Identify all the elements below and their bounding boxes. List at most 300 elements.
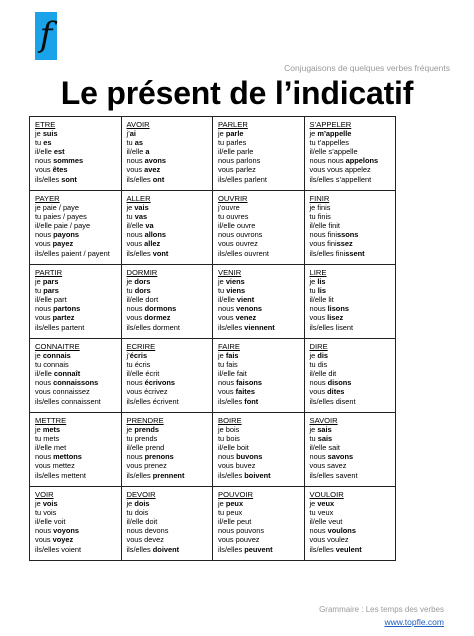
conjugation-line — [35, 508, 121, 517]
conjugation-text: il/elle prend — [126, 443, 165, 453]
conjugation-line — [310, 360, 396, 369]
verb-infinitive: ALLER — [126, 194, 151, 203]
conjugation-line — [127, 425, 213, 434]
conjugation-ending: font — [244, 396, 259, 406]
conjugation-line — [127, 452, 213, 461]
verb-infinitive: PARLER — [218, 120, 248, 129]
conjugation-text: nous devons — [126, 526, 169, 536]
conjugation-ending: mets — [42, 425, 61, 435]
conjugation-line — [218, 397, 304, 406]
conjugation-text: vous — [218, 313, 236, 323]
conjugation-line — [127, 249, 213, 258]
conjugation-line — [310, 277, 396, 286]
conjugation-text: il/elle dort — [126, 295, 159, 305]
conjugation-ending: mettons — [53, 452, 82, 462]
conjugation-text: vous — [218, 387, 236, 397]
conjugation-line — [127, 461, 213, 470]
conjugation-table — [29, 116, 396, 561]
conjugation-text: nous fini — [309, 230, 338, 240]
conjugation-text: je — [126, 425, 135, 435]
conjugation-ending: allez — [144, 239, 161, 249]
conjugation-line — [310, 295, 396, 304]
conjugation-line — [35, 452, 121, 461]
verb-cell — [305, 339, 397, 413]
verb-cell — [305, 487, 397, 561]
conjugation-text: il/elle lit — [309, 295, 334, 305]
conjugation-ending: vais — [134, 203, 149, 213]
conjugation-text: nous ouvrons — [218, 230, 263, 240]
conjugation-line — [310, 323, 396, 332]
conjugation-line — [127, 351, 213, 360]
conjugation-line — [35, 277, 121, 286]
verb-cell — [305, 265, 397, 339]
conjugation-text: il/elle fait — [218, 369, 247, 379]
verb-infinitive: PRENDRE — [126, 416, 164, 425]
conjugation-text: tu prends — [126, 434, 158, 444]
conjugation-ending: pars — [43, 286, 59, 296]
conjugation-text: je — [126, 499, 135, 509]
conjugation-text: tu ouvres — [218, 212, 249, 222]
verb-cell — [305, 191, 397, 265]
conjugation-ending: venons — [236, 304, 262, 314]
conjugation-text: vous ouvrez — [218, 239, 258, 249]
conjugation-text: nous — [126, 304, 145, 314]
conjugation-line — [218, 517, 304, 526]
conjugation-line — [127, 277, 213, 286]
verb-infinitive: METTRE — [35, 416, 67, 425]
conjugation-line — [127, 165, 213, 174]
conjugation-text: vous vous appelez — [309, 165, 371, 175]
conjugation-text: ils/elles dorment — [126, 322, 180, 332]
conjugation-line — [310, 304, 396, 313]
conjugation-line — [127, 499, 213, 508]
conjugation-line — [218, 387, 304, 396]
conjugation-text: tu — [126, 212, 135, 222]
conjugation-line — [35, 378, 121, 387]
verb-infinitive: FAIRE — [218, 342, 240, 351]
conjugation-ending: avez — [144, 165, 161, 175]
conjugation-text: il/elle écrit — [126, 369, 160, 379]
conjugation-text: tu peux — [218, 508, 243, 518]
conjugation-text: tu écris — [126, 360, 151, 370]
conjugation-ending: dormons — [144, 304, 177, 314]
conjugation-line — [35, 286, 121, 295]
conjugation-text: j’ — [126, 351, 130, 361]
conjugation-text: j’ — [126, 129, 130, 139]
conjugation-line — [35, 249, 121, 258]
page-title: Le présent de l’indicatif — [60, 75, 414, 111]
conjugation-line — [35, 369, 121, 378]
conjugation-line — [310, 369, 396, 378]
conjugation-line — [310, 212, 396, 221]
conjugation-text: tu parles — [218, 138, 247, 148]
conjugation-text: ils/elles — [218, 544, 245, 554]
conjugation-text: vous — [126, 165, 145, 175]
conjugation-line — [310, 499, 396, 508]
conjugation-text: tu — [309, 434, 318, 444]
conjugation-text: tu veux — [309, 508, 334, 518]
conjugation-text: il/elle doit — [126, 517, 158, 527]
conjugation-line — [310, 239, 396, 248]
verb-infinitive: ETRE — [35, 120, 56, 129]
conjugation-line — [127, 203, 213, 212]
conjugation-line — [35, 156, 121, 165]
conjugation-text: je — [126, 277, 135, 287]
conjugation-ending: m’appelle — [317, 129, 352, 139]
conjugation-text: nous pouvons — [218, 526, 265, 536]
page-subtitle: Conjugaisons de quelques verbes fréquents — [284, 63, 450, 73]
conjugation-line — [35, 147, 121, 156]
conjugation-line — [218, 147, 304, 156]
conjugation-line — [218, 304, 304, 313]
conjugation-ending: peuvent — [244, 544, 273, 554]
conjugation-text: vous — [35, 239, 53, 249]
conjugation-ending: venez — [235, 313, 257, 323]
conjugation-line — [35, 313, 121, 322]
conjugation-ending: dis — [317, 351, 328, 361]
conjugation-text: il/elle — [126, 147, 146, 157]
verb-infinitive: S’APPELER — [309, 120, 352, 129]
conjugation-text: tu t’appelles — [309, 138, 349, 148]
conjugation-text: vous — [309, 387, 328, 397]
conjugation-ending: viens — [225, 277, 245, 287]
conjugation-line — [127, 221, 213, 230]
conjugation-text: il/elle peut — [218, 517, 252, 527]
conjugation-text: nous — [35, 452, 54, 462]
conjugation-text: nous — [35, 304, 54, 314]
conjugation-line — [127, 517, 213, 526]
conjugation-line — [218, 175, 304, 184]
conjugation-line — [218, 286, 304, 295]
conjugation-text: nous — [309, 304, 328, 314]
conjugation-line — [218, 295, 304, 304]
conjugation-text: il/elle parle — [218, 147, 254, 157]
conjugation-text: vous buvez — [218, 461, 256, 471]
conjugation-text: il/elle finit — [309, 221, 340, 231]
conjugation-ending: faites — [235, 387, 255, 397]
conjugation-ending: sais — [317, 434, 333, 444]
verb-cell — [30, 191, 122, 265]
conjugation-line — [127, 535, 213, 544]
conjugation-line — [127, 212, 213, 221]
conjugation-line — [35, 221, 121, 230]
conjugation-line — [35, 443, 121, 452]
conjugation-text: nous — [218, 378, 237, 388]
conjugation-text: vous devez — [126, 535, 164, 545]
conjugation-line — [127, 138, 213, 147]
conjugation-text: il/elle boit — [218, 443, 249, 453]
conjugation-text: il/elle dit — [309, 369, 337, 379]
conjugation-line — [127, 147, 213, 156]
conjugation-line — [35, 203, 121, 212]
conjugation-text: tu connais — [35, 360, 69, 370]
conjugation-line — [35, 295, 121, 304]
conjugation-text: ils/elles paient / payent — [35, 248, 110, 258]
conjugation-line — [127, 175, 213, 184]
conjugation-ending: appelons — [345, 156, 379, 166]
conjugation-line — [218, 369, 304, 378]
conjugation-ending: ssez — [336, 239, 353, 249]
conjugation-line — [218, 138, 304, 147]
conjugation-line — [310, 156, 396, 165]
conjugation-text: ils/elles — [218, 470, 245, 480]
conjugation-line — [127, 443, 213, 452]
conjugation-text: il/elle s’appelle — [309, 147, 358, 157]
conjugation-ending: connaît — [53, 369, 81, 379]
conjugation-ending: sont — [61, 174, 77, 184]
conjugation-ending: sommes — [53, 156, 84, 166]
conjugation-line — [218, 499, 304, 508]
verb-infinitive: ECRIRE — [126, 342, 156, 351]
conjugation-line — [218, 526, 304, 535]
conjugation-ending: dors — [134, 286, 151, 296]
conjugation-line — [310, 535, 396, 544]
conjugation-line — [310, 203, 396, 212]
conjugation-text: tu mets — [35, 434, 60, 444]
conjugation-line — [35, 212, 121, 221]
conjugation-text: ils/elles écrivent — [126, 396, 179, 406]
conjugation-ending: veulent — [335, 544, 362, 554]
conjugation-text: ils/elles — [218, 322, 245, 332]
conjugation-text: vous — [35, 313, 53, 323]
conjugation-text: nous — [126, 156, 145, 166]
conjugation-text: vous — [35, 165, 53, 175]
conjugation-text: tu bois — [218, 434, 240, 444]
conjugation-line — [35, 387, 121, 396]
verb-infinitive: CONNAITRE — [35, 342, 80, 351]
conjugation-ending: partons — [53, 304, 81, 314]
conjugation-line — [310, 545, 396, 554]
conjugation-text: ils/elles — [126, 248, 153, 258]
conjugation-text: nous — [35, 378, 54, 388]
conjugation-line — [35, 175, 121, 184]
logo — [35, 12, 57, 60]
conjugation-text: nous — [309, 526, 328, 536]
conjugation-text: je — [35, 425, 43, 435]
conjugation-line — [35, 545, 121, 554]
conjugation-text: ils/elles — [218, 396, 245, 406]
verb-cell — [30, 487, 122, 561]
conjugation-text: il/elle — [35, 147, 54, 157]
verb-cell — [30, 265, 122, 339]
conjugation-line — [218, 156, 304, 165]
conjugation-ending: dormez — [144, 313, 171, 323]
verb-infinitive: AVOIR — [126, 120, 150, 129]
conjugation-ending: payons — [53, 230, 79, 240]
conjugation-text: vous voulez — [309, 535, 349, 545]
conjugation-text: nous — [35, 526, 54, 536]
verb-infinitive: VOIR — [35, 490, 54, 499]
conjugation-line — [35, 397, 121, 406]
conjugation-ending: buvons — [236, 452, 263, 462]
conjugation-line — [310, 517, 396, 526]
conjugation-line — [218, 129, 304, 138]
conjugation-line — [127, 508, 213, 517]
conjugation-line — [127, 295, 213, 304]
conjugation-text: il/elle met — [35, 443, 67, 453]
conjugation-text: nous — [218, 452, 237, 462]
conjugation-text: tu dois — [126, 508, 149, 518]
conjugation-text: je — [126, 203, 135, 213]
verb-cell — [30, 339, 122, 413]
conjugation-line — [35, 461, 121, 470]
conjugation-ending: suis — [42, 129, 58, 139]
conjugation-ending: parle — [225, 129, 244, 139]
conjugation-text: je bois — [218, 425, 240, 435]
conjugation-line — [218, 249, 304, 258]
conjugation-line — [218, 277, 304, 286]
conjugation-text: tu finis — [309, 212, 331, 222]
conjugation-line — [127, 286, 213, 295]
verb-infinitive: FINIR — [309, 194, 330, 203]
footer-link[interactable]: www.topfle.com — [384, 617, 444, 627]
conjugation-text: nous — [126, 378, 145, 388]
conjugation-ending: veux — [317, 499, 335, 509]
conjugation-line — [310, 471, 396, 480]
conjugation-ending: partez — [52, 313, 75, 323]
conjugation-ending: est — [53, 147, 65, 157]
conjugation-text: je — [218, 351, 226, 361]
conjugation-ending: ssent — [345, 248, 365, 258]
conjugation-text: ils/elles — [126, 470, 153, 480]
conjugation-line — [127, 471, 213, 480]
conjugation-text: tu — [35, 286, 44, 296]
conjugation-text: je — [309, 499, 318, 509]
conjugation-line — [127, 360, 213, 369]
conjugation-ending: disons — [327, 378, 352, 388]
verb-cell — [122, 191, 214, 265]
conjugation-text: je — [218, 277, 226, 287]
conjugation-text: ils/elles s’appellent — [309, 174, 372, 184]
conjugation-line — [310, 387, 396, 396]
conjugation-line — [218, 434, 304, 443]
conjugation-text: il/elle voit — [35, 517, 66, 527]
verb-infinitive: PAYER — [35, 194, 60, 203]
verb-infinitive: VOULOIR — [309, 490, 344, 499]
conjugation-line — [218, 221, 304, 230]
conjugation-text: ils/elles connaissent — [35, 396, 101, 406]
conjugation-ending: écris — [129, 351, 148, 361]
conjugation-text: je — [218, 129, 226, 139]
conjugation-line — [310, 452, 396, 461]
conjugation-ending: payez — [52, 239, 74, 249]
conjugation-line — [218, 351, 304, 360]
conjugation-line — [310, 378, 396, 387]
conjugation-ending: vient — [236, 295, 255, 305]
conjugation-text: vous connaissez — [35, 387, 90, 397]
conjugation-ending: dites — [327, 387, 345, 397]
conjugation-line — [35, 526, 121, 535]
conjugation-ending: sais — [317, 425, 332, 435]
conjugation-text: tu — [126, 286, 135, 296]
conjugation-text: tu — [126, 138, 135, 148]
conjugation-text: vous — [126, 239, 145, 249]
conjugation-ending: connais — [42, 351, 71, 361]
conjugation-text: il/elle — [35, 369, 54, 379]
conjugation-ending: vois — [42, 499, 58, 509]
conjugation-line — [35, 535, 121, 544]
verb-cell — [213, 117, 305, 191]
conjugation-line — [310, 508, 396, 517]
conjugation-text: il/elle sait — [309, 443, 340, 453]
conjugation-line — [127, 129, 213, 138]
conjugation-ending: prenons — [144, 452, 174, 462]
conjugation-line — [127, 397, 213, 406]
conjugation-ending: lisons — [327, 304, 349, 314]
conjugation-line — [310, 434, 396, 443]
conjugation-line — [127, 239, 213, 248]
verb-infinitive: LIRE — [309, 268, 327, 277]
verb-infinitive: POUVOIR — [218, 490, 254, 499]
conjugation-text: je paie / paye — [35, 203, 79, 213]
conjugation-line — [218, 378, 304, 387]
conjugation-line — [127, 313, 213, 322]
verb-cell — [213, 191, 305, 265]
verb-infinitive: VENIR — [218, 268, 242, 277]
verb-cell — [305, 117, 397, 191]
conjugation-line — [127, 526, 213, 535]
conjugation-ending: lis — [317, 277, 326, 287]
conjugation-ending: voyons — [53, 526, 79, 536]
verb-cell — [213, 413, 305, 487]
conjugation-ending: faisons — [236, 378, 262, 388]
verb-infinitive: OUVRIR — [218, 194, 248, 203]
conjugation-text: ils/elles fini — [309, 248, 346, 258]
conjugation-line — [35, 517, 121, 526]
conjugation-line — [218, 212, 304, 221]
conjugation-text: je — [35, 277, 43, 287]
conjugation-text: ils/elles ouvrent — [218, 248, 269, 258]
conjugation-text: vous fini — [309, 239, 337, 249]
conjugation-text: nous — [309, 378, 328, 388]
conjugation-ending: savons — [327, 452, 354, 462]
conjugation-line — [310, 351, 396, 360]
conjugation-line — [127, 434, 213, 443]
verb-cell — [305, 413, 397, 487]
conjugation-line — [35, 351, 121, 360]
logo-letter: f — [39, 15, 53, 55]
conjugation-text: je — [309, 351, 318, 361]
conjugation-line — [310, 461, 396, 470]
conjugation-line — [35, 323, 121, 332]
conjugation-ending: va — [145, 221, 154, 231]
conjugation-line — [35, 434, 121, 443]
verb-infinitive: DIRE — [309, 342, 328, 351]
conjugation-text: je — [35, 351, 43, 361]
conjugation-line — [218, 323, 304, 332]
verb-cell — [122, 339, 214, 413]
conjugation-text: vous — [309, 313, 328, 323]
conjugation-text: je — [218, 499, 226, 509]
verb-cell — [213, 265, 305, 339]
conjugation-line — [127, 387, 213, 396]
conjugation-ending: ssons — [337, 230, 359, 240]
verb-infinitive: SAVOIR — [309, 416, 338, 425]
conjugation-line — [127, 545, 213, 554]
verb-infinitive: DEVOIR — [126, 490, 156, 499]
conjugation-ending: es — [43, 138, 52, 148]
conjugation-line — [35, 138, 121, 147]
verb-infinitive: BOIRE — [218, 416, 242, 425]
conjugation-text: ils/elles lisent — [309, 322, 354, 332]
conjugation-ending: prennent — [152, 470, 185, 480]
conjugation-text: vous — [126, 313, 145, 323]
conjugation-line — [35, 165, 121, 174]
conjugation-text: ils/elles — [309, 544, 336, 554]
conjugation-line — [310, 249, 396, 258]
conjugation-ending: doivent — [152, 544, 180, 554]
conjugation-text: ils/elles — [35, 174, 62, 184]
